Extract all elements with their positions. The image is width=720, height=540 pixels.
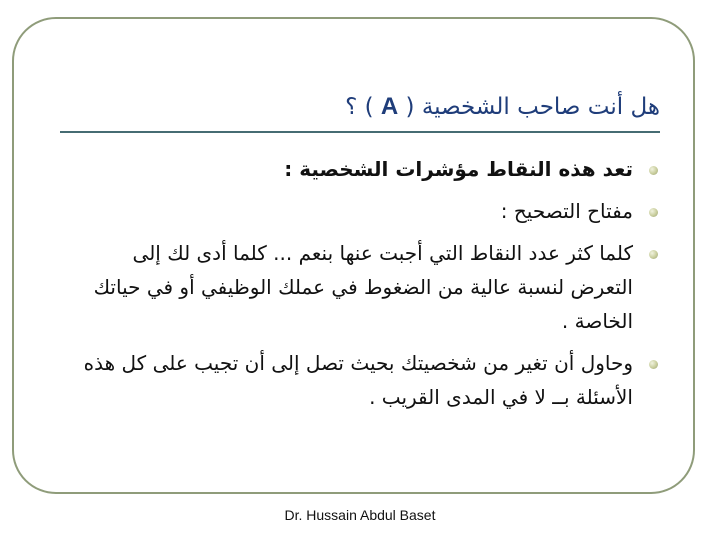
bullet-icon: [649, 250, 658, 259]
bullet-list: [66, 152, 660, 422]
title-suffix: ) ؟: [345, 94, 374, 120]
bullet-item-advice: [66, 346, 660, 414]
bullet-item-answer-key: [66, 194, 660, 228]
title-text: هل أنت صاحب الشخصية (: [405, 94, 660, 120]
bullet-text: وحاول أن تغير من شخصيتك بحيث تصل إلى أن تجيب على كل هذه الأسئلة بــ لا في المدى القريب .: [83, 351, 633, 409]
slide-title: [60, 92, 660, 122]
bullet-icon: [649, 208, 658, 217]
bullet-item-score-meaning: [66, 236, 660, 338]
title-badge: A: [380, 93, 399, 120]
title-divider: [60, 131, 660, 133]
bullet-text: كلما كثر عدد النقاط التي أجبت عنها بنعم ... كلما أدى لك إلى التعرض لنسبة عالية من الضغوط في عملك الوظيفي أو في حياتك الخاصة .: [93, 241, 633, 333]
bullet-icon: [649, 360, 658, 369]
bullet-text: مفتاح التصحيح :: [500, 199, 633, 223]
bullet-item-indicators: [66, 152, 660, 186]
bullet-text: تعد هذه النقاط مؤشرات الشخصية :: [284, 157, 633, 181]
footer-author: Dr. Hussain Abdul Baset: [284, 507, 436, 523]
bullet-icon: [649, 166, 658, 175]
